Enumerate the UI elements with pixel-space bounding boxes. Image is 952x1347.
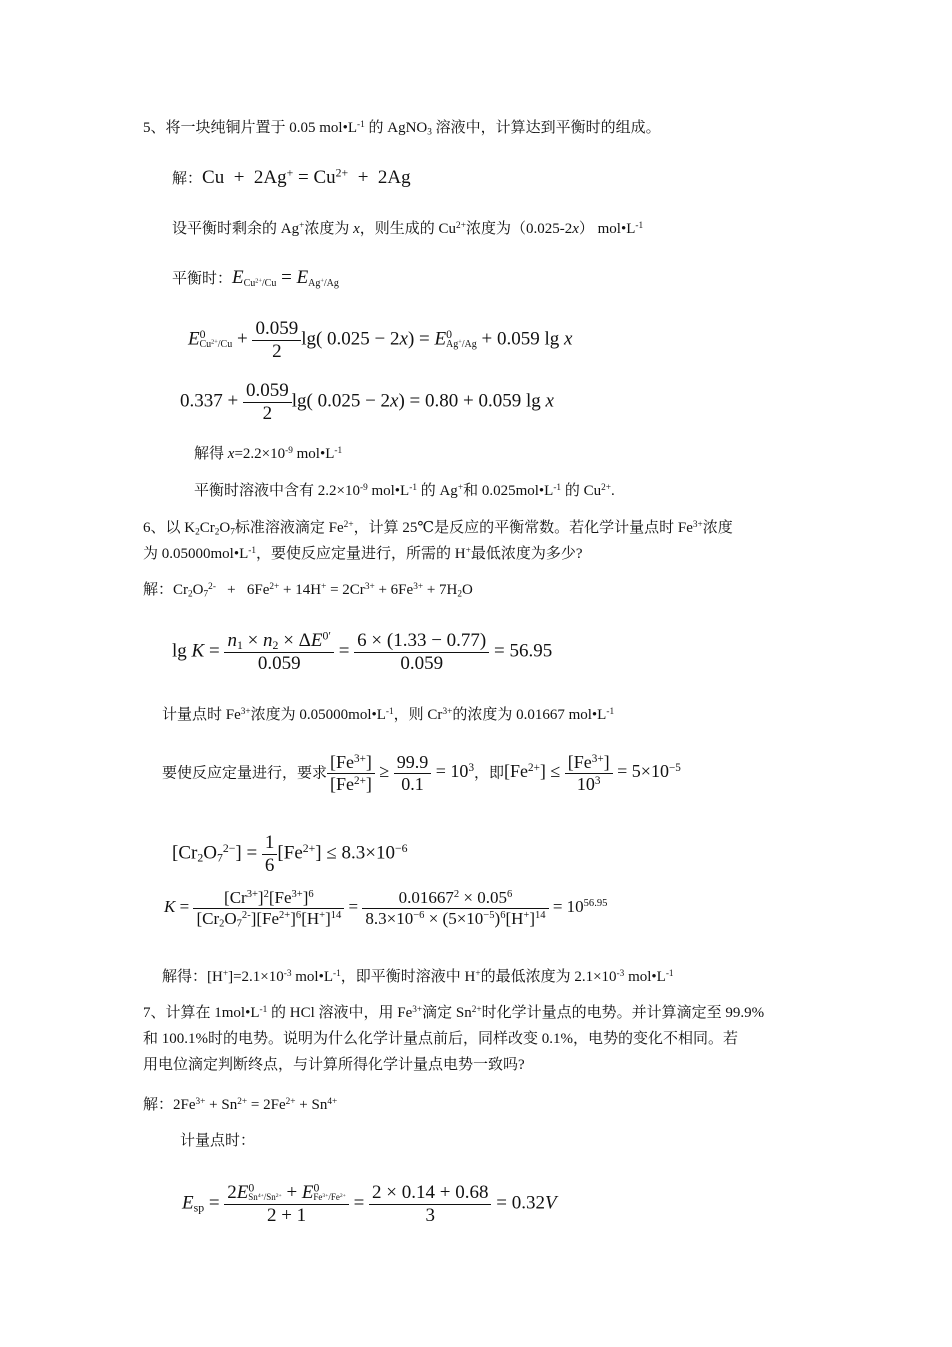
stoich-point-label: 计量点时： <box>180 1133 256 1149</box>
question-6-line-2: 为 $0.05000mol•L^{-1}$，要使反应定量进行，所需的 H+最低浓度为多少? <box>143 545 583 562</box>
equilibrium-condition: 平衡时：$E_{Cu^{2+}/Cu} = E_{Ag^+/Ag}$ <box>172 267 339 289</box>
result-x: 解得 $x=2.2\times 10^{-9}$ $mol•L^{-1}$ <box>194 445 343 462</box>
question-6-line-1: 6、以 $K_2Cr_2O_7$标准溶液滴定 $Fe^{2+}$，计算 25℃是反应的平衡常数。若化学计量点时 $Fe^{3+}$浓度 <box>143 519 733 538</box>
dichromate-concentration: $[Cr_2O_7^{2-}]$ = $\frac{1}{6}$ $[Fe^{2+}] \le 8.3\times 10^{-6}$ <box>172 832 408 876</box>
question-5: 5、将一块纯铜片置于 0.05 $mol•L^{-1}$ 的 AgNO$_3$ 溶液中，计算达到平衡时的组成。 <box>143 119 661 138</box>
requirement-line: 要使反应定量进行，要求 $\frac{[Fe^{3+}]}{[Fe^{2+}]}$ ≥ $\frac{99.9}{0.1}$ = $10^3$，即$[Fe^{2+}]$ ≤ $\frac{[Fe^{3+}]}{10^3}$ = $5\times 10^{-5}$ <box>162 752 681 794</box>
final-composition: 平衡时溶液中含有 $2.2\times 10^{-9}$ $mol•L^{-1}$ 的 Ag+和 $0.025mol•L^{-1}$ 的 $Cu^{2+}$. <box>194 482 615 499</box>
solution-7-reaction: 解：$2Fe^{3+} + Sn^{2+} = 2Fe^{2+} + Sn^{4+}$ <box>143 1096 338 1113</box>
question-7-line-2: 和 100.1%时的电势。说明为什么化学计量点前后，同样改变 0.1%，电势的变化不相同。若 <box>143 1031 738 1047</box>
question-7-line-1: 7、计算在 $1mol•L^{-1}$ 的 HCl 溶液中，用 $Fe^{3+}$滴定 $Sn^{2+}$时化学计量点的电势。并计算滴定至 99.9% <box>143 1004 765 1021</box>
assumption-line: 设平衡时剩余的 Ag+浓度为 x，则生成的 $Cu^{2+}$浓度为（0.025-2x） $mol•L^{-1}$ <box>172 220 644 237</box>
solution-5-reaction: 解：$Cu + 2Ag^+ = Cu^{2+} + 2Ag$ <box>172 166 411 188</box>
nernst-equation: $E^0_{Cu^{2+}/Cu}$ + $\frac{0.059}{2}$ lg( $0.025 - 2x) = E^0_{Ag^+/Ag} + 0.059$ lg x <box>188 318 573 362</box>
result-h-concentration: 解得：$[H^+]=2.1\times 10^{-3}$ $mol•L^{-1}$，即平衡时溶液中 H+的最低浓度为 $2.1\times 10^{-3}$ $mol•L^{-1}$ <box>162 968 674 985</box>
K-expression: K = $\frac{[Cr^{3+}]^2[Fe^{3+}]^6}{[Cr_2O_7^{2-}][Fe^{2+}]^6[H^+]^{14}}$ = $\frac{0.01667^2 \times 0.05^6}{8.3\times 10^{-6} \times (5\times 10^{-5})^6[H^+]^{14}}$ = $10^{56.95}$ <box>164 888 608 930</box>
nernst-numeric: 0.337 + $\frac{0.059}{2}$ lg( 0.025 − 2x) = 0.80 + 0.059 lg x <box>180 380 554 424</box>
solution-6-reaction: 解：$Cr_2O_7^{2-} + 6Fe^{2+} + 14H^+ = 2Cr^{3+} + 6Fe^{3+} + 7H_2O$ <box>143 581 473 600</box>
Esp-equation: $E_{sp}$ = $\frac{2E^0_{Sn^{4+}/Sn^{2+}} + E^0_{Fe^{3+}/Fe^{2+}}}{2 + 1}$ = $\frac{2 \times 0.14 + 0.68}{3}$ = 0.32V <box>182 1181 557 1226</box>
stoich-point-line: 计量点时 $Fe^{3+}$浓度为 $0.05000mol•L^{-1}$，则 $Cr^{3+}$的浓度为 0.01667 $mol•L^{-1}$ <box>162 706 615 723</box>
question-7-line-3: 用电位滴定判断终点，与计算所得化学计量点电势一致吗? <box>143 1057 525 1073</box>
lgK-equation: lg K = $\frac{n_1 \times n_2 \times \Delta E^{0'}}{0.059}$ = $\frac{6 \times (1.33 - 0.77)}{0.059}$ = 56.95 <box>172 629 553 674</box>
